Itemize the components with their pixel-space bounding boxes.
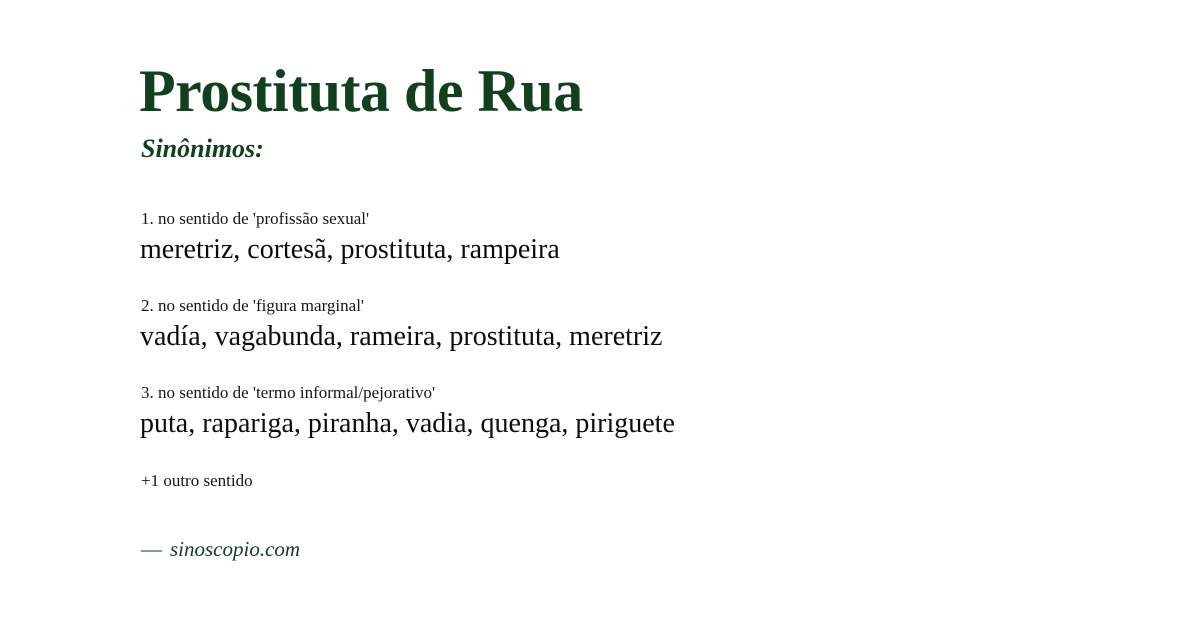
sense-entry <box>139 208 1130 267</box>
sense-label: 2. no sentido de 'figura marginal' <box>141 296 364 316</box>
sense-entry <box>139 295 1130 354</box>
sense-list <box>139 208 1130 441</box>
sense-label: 3. no sentido de 'termo informal/pejorativo' <box>141 383 436 403</box>
sense-synonyms: puta, rapariga, piranha, vadia, quenga, piriguete <box>140 408 675 440</box>
more-senses-link[interactable]: +1 outro sentido <box>141 471 253 491</box>
sense-label: 1. no sentido de 'profissão sexual' <box>141 209 370 228</box>
sense-synonyms: meretriz, cortesã, prostituta, rampeira <box>140 234 560 266</box>
sense-synonyms: vadía, vagabunda, rameira, prostituta, meretriz <box>140 321 663 353</box>
source-attribution <box>141 537 1130 562</box>
page-title: Prostituta de Rua <box>139 58 583 124</box>
sense-entry <box>139 382 1130 441</box>
source-name: sinoscopio.com <box>170 537 301 562</box>
em-dash: — <box>141 537 162 562</box>
section-label: Sinônimos: <box>141 134 264 163</box>
